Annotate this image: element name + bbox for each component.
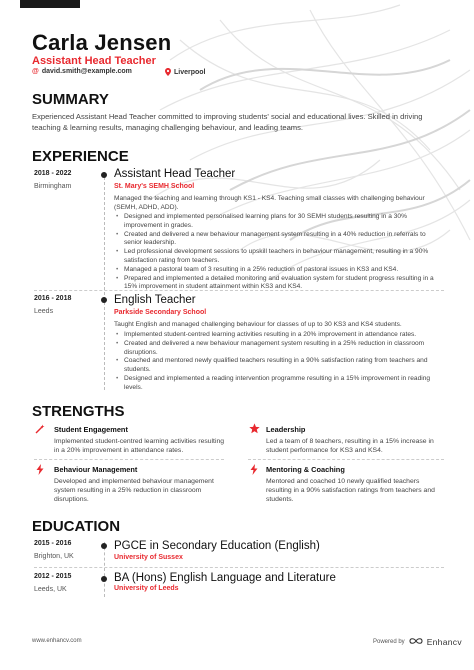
experience-heading: EXPERIENCE: [32, 148, 129, 165]
top-accent-bar: [20, 0, 80, 8]
list-item: • Led professional development sessions to upskill teachers in behaviour management, resulting in a 90% satisfaction rating from teachers.: [114, 248, 444, 266]
job-location: Birmingham: [34, 183, 72, 190]
enhancv-logo-icon: [409, 637, 423, 647]
education-location: Leeds, UK: [34, 586, 67, 593]
job-description: Taught English and managed challenging behaviour for classes of up to 30 KS3 and KS4 students.: [114, 321, 402, 328]
job-divider: [34, 290, 444, 291]
strength-title: Student Engagement: [54, 425, 128, 434]
footer-branding: [373, 637, 462, 647]
lightning-icon: [34, 464, 46, 477]
timeline-dot: [101, 576, 107, 582]
list-item: • Created and delivered a new behaviour management system resulting in a 40% reduction in referrals to senior leadership.: [114, 231, 444, 249]
strength-description: Implemented student-centred learning activities resulting in a 20% improvement in attendance rates.: [54, 438, 225, 454]
list-item: • Created and delivered a new behaviour management system resulting in a 25% reduction in classroom disruptions.: [114, 340, 444, 358]
education-school: University of Sussex: [114, 554, 183, 561]
candidate-role: Assistant Head Teacher: [32, 55, 156, 67]
summary-text: Experienced Assistant Head Teacher committed to improving students' social and educational lives. Skilled in driving teaching & learning results, managing challenging behaviour, and leading teams.: [32, 112, 423, 132]
star-icon: [248, 423, 260, 436]
footer-site-link[interactable]: www.enhancv.com: [32, 638, 82, 644]
lightning-icon: [248, 464, 260, 477]
powered-by-text: Powered by: [373, 639, 405, 645]
job-bullets: [114, 331, 444, 393]
strength-divider: [248, 459, 444, 460]
email-text: david.smith@example.com: [41, 68, 132, 75]
strength-description: Developed and implemented behaviour management system resulting in a 25% reduction in classroom disruptions.: [54, 478, 214, 503]
education-school: University of Leeds: [114, 585, 179, 592]
summary-heading: SUMMARY: [32, 91, 109, 108]
job-location: Leeds: [34, 308, 54, 315]
list-item: • Designed and implemented a reading intervention programme resulting in a 15% improvement in reading levels.: [114, 375, 444, 393]
education-dates: 2012 - 2015: [34, 573, 72, 580]
list-item: • Coached and mentored newly qualified teachers resulting in a 90% satisfaction rating from teachers and students.: [114, 357, 444, 375]
education-divider: [34, 567, 444, 568]
list-item: • Managed a pastoral team of 3 resulting in a 25% reduction of pastoral issues in KS3 and KS4.: [114, 266, 444, 275]
job-dates: 2016 - 2018: [34, 295, 72, 302]
location-text: Liverpool: [174, 68, 206, 76]
strengths-heading: STRENGTHS: [32, 403, 125, 420]
magic-wand-icon: [34, 424, 46, 436]
job-company: St. Mary's SEMH School: [114, 183, 195, 190]
timeline-dot: [101, 172, 107, 178]
job-title: English Teacher: [114, 294, 196, 306]
strength-title: Behaviour Management: [54, 465, 138, 474]
strength-title: Mentoring & Coaching: [266, 465, 345, 474]
timeline-dot: [101, 543, 107, 549]
at-icon: @: [32, 68, 39, 75]
education-timeline: [104, 542, 105, 597]
job-dates: 2018 - 2022: [34, 170, 72, 177]
strength-description: Led a team of 8 teachers, resulting in a 15% increase in student performance for KS3 and KS4.: [266, 438, 434, 454]
job-bullets: [114, 213, 444, 292]
job-title: Assistant Head Teacher: [114, 168, 236, 180]
education-location: Brighton, UK: [34, 553, 74, 560]
education-degree: BA (Hons) English Language and Literature: [114, 572, 336, 584]
location-contact: [165, 68, 206, 76]
map-pin-icon: [165, 68, 171, 76]
strength-description: Mentored and coached 10 newly qualified teachers resulting in a 90% satisfaction ratings from teachers and students.: [266, 478, 435, 503]
list-item: • Prepared and implemented a detailed monitoring and evaluation system for student progress resulting in a 15% improvement in student attainment within KS3 and KS4.: [114, 275, 444, 293]
timeline-dot: [101, 297, 107, 303]
strength-divider: [34, 459, 224, 460]
candidate-name: Carla Jensen: [32, 30, 172, 55]
education-degree: PGCE in Secondary Education (English): [114, 540, 320, 552]
strength-title: Leadership: [266, 425, 306, 434]
education-heading: EDUCATION: [32, 518, 121, 535]
experience-timeline: [104, 172, 105, 390]
education-dates: 2015 - 2016: [34, 540, 72, 547]
job-description: Managed the teaching and learning through KS1 - KS4. Teaching small classes with challenging behaviour (SEMH, ADHD, ADD).: [114, 195, 425, 211]
job-company: Parkside Secondary School: [114, 309, 207, 316]
list-item: • Implemented student-centred learning activities resulting in a 20% improvement in attendance rates.: [114, 331, 444, 340]
brand-name: Enhancv: [426, 637, 462, 647]
list-item: • Designed and implemented personalised learning plans for 30 SEMH students resulting in a 30% improvement in grades.: [114, 213, 444, 231]
email-contact[interactable]: [32, 68, 132, 75]
